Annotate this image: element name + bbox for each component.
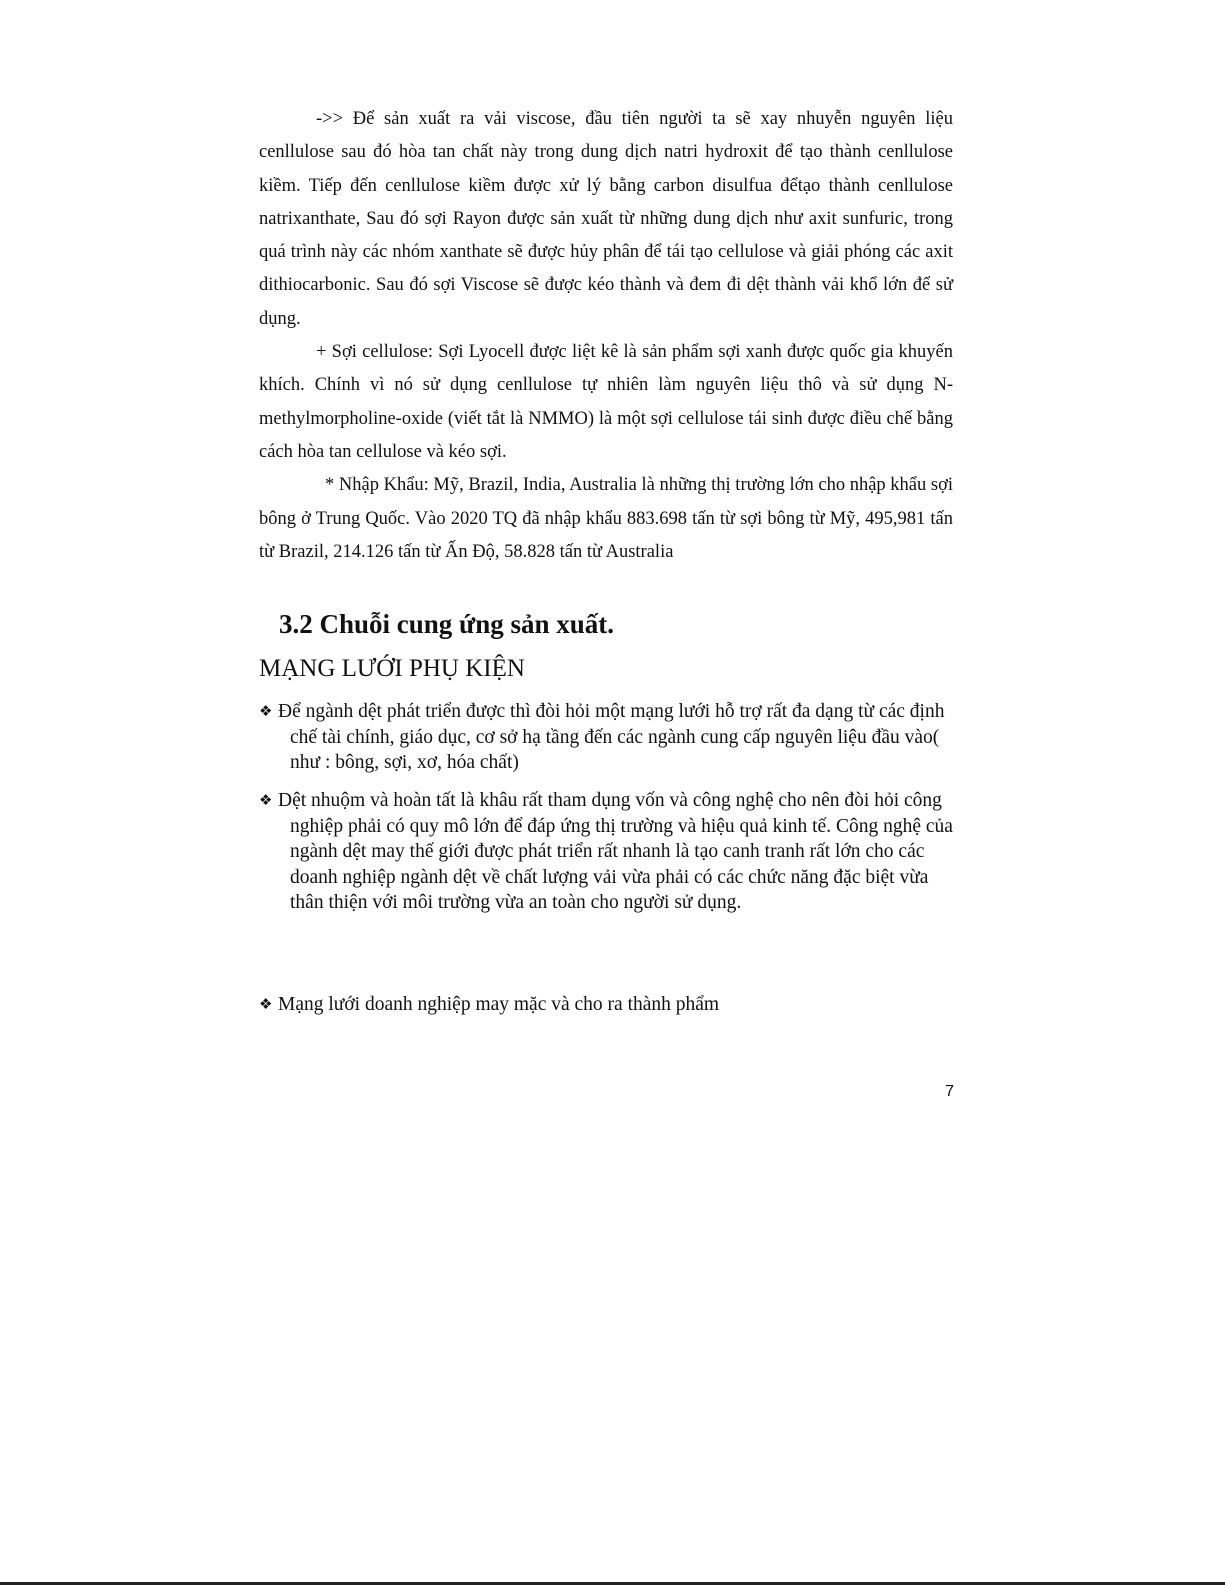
section-heading: 3.2 Chuỗi cung ứng sản xuất. xyxy=(279,609,615,639)
diamond-bullet-icon: ❖ xyxy=(259,791,273,809)
bullet-item-support-network xyxy=(259,699,959,776)
sub-heading: MẠNG LƯỚI PHỤ KIỆN xyxy=(259,655,525,682)
diamond-bullet-icon: ❖ xyxy=(259,995,273,1013)
bullet-item-garment-network xyxy=(259,992,959,1018)
paragraph-viscose: ->> Để sản xuất ra vải viscose, đầu tiên người ta sẽ xay nhuyễn nguyên liệu cenllulose sau đó hòa tan chất này trong dung dịch natri hydroxit để tạo thành cenllulose kiềm. Tiếp đến cenllulose kiềm được xử lý bằng carbon disulfua đểtạo thành cenllulose natrixanthate, Sau đó sợi Rayon được sản xuất từ những dung dịch như axit sunfuric, trong quá trình này các nhóm xanthate sẽ được hủy phân để tái tạo cellulose và giải phóng các axit dithiocarbonic. Sau đó sợi Viscose sẽ được kéo thành và đem đi dệt thành vải khổ lớn để sử dụng. xyxy=(259,109,953,329)
bullet-text: Mạng lưới doanh nghiệp may mặc và cho ra thành phẩm xyxy=(278,994,720,1015)
bullet-item-dyeing xyxy=(259,788,959,916)
paragraph-lyocell: + Sợi cellulose: Sợi Lyocell được liệt kê là sản phẩm sợi xanh được quốc gia khuyến khích. Chính vì nó sử dụng cenllulose tự nhiên làm nguyên liệu thô và sử dụng N-methylmorpholine-oxide (viết tắt là NMMO) là một sợi cellulose tái sinh được điều chế bằng cách hòa tan cellulose và kéo sợi. xyxy=(259,342,953,462)
bullet-text: Để ngành dệt phát triển được thì đòi hỏi một mạng lưới hỗ trợ rất đa dạng từ các định chế tài chính, giáo dục, cơ sở hạ tầng đến các ngành cung cấp nguyên liệu đầu vào( như : bông, sợi, xơ, hóa chất) xyxy=(278,701,945,774)
bullet-text: Dệt nhuộm và hoàn tất là khâu rất tham dụng vốn và công nghệ cho nên đòi hỏi công nghiệp phải có quy mô lớn để đáp ứng thị trường và hiệu quả kinh tế. Công nghệ của ngành dệt may thế giới được phát triển rất nhanh là tạo canh tranh rất lớn cho các doanh nghiệp ngành dệt về chất lượng vải vừa phải có các chức năng đặc biệt vừa thân thiện với môi trường vừa an toàn cho người sử dụng. xyxy=(278,790,953,914)
page-number: 7 xyxy=(945,1083,954,1100)
body-text-block xyxy=(259,103,953,569)
diamond-bullet-icon: ❖ xyxy=(259,702,273,720)
paragraph-import: * Nhập Khẩu: Mỹ, Brazil, India, Australia là những thị trường lớn cho nhập khẩu sợi bông ở Trung Quốc. Vào 2020 TQ đã nhập khẩu 883.698 tấn từ sợi bông từ Mỹ, 495,981 tấn từ Brazil, 214.126 tấn từ Ấn Độ, 58.828 tấn từ Australia xyxy=(259,475,953,562)
